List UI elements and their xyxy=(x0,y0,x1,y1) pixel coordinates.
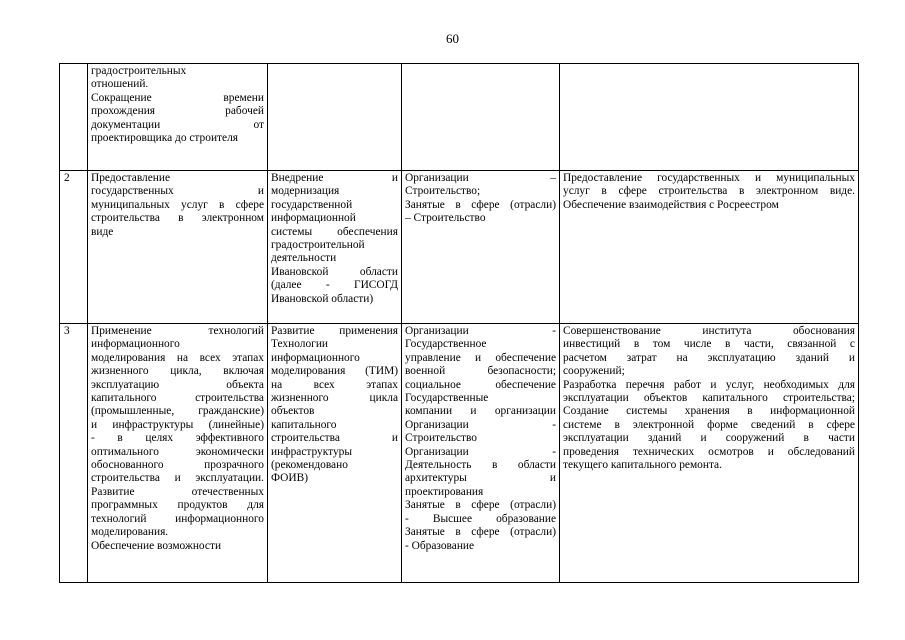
row-number: 2 xyxy=(64,172,70,184)
cell-text-line: оптимального экономически xyxy=(91,445,264,458)
cell-text-line: системе в электронной форме сведений в сфере xyxy=(563,418,855,431)
cell-text-line: проектирования xyxy=(405,485,484,498)
cell-text-line: Занятые в сфере (отрасли) xyxy=(405,499,556,512)
cell-text-line: строительства и xyxy=(271,432,398,445)
cell-text-line: программных продуктов для xyxy=(91,499,264,512)
cell-text-line: жизненного цикла xyxy=(271,392,398,405)
cell-text-line: информационного xyxy=(271,351,360,364)
cell-text-line: проведения технических осмотров и обследований xyxy=(563,445,855,458)
cell-text-line: Развитие применения xyxy=(271,325,398,337)
task-cell xyxy=(88,324,268,583)
cell-text-line: информационного xyxy=(91,338,180,351)
cell-text-line: документации от xyxy=(91,118,264,131)
cell-text-line: капитального xyxy=(271,418,337,431)
task-cell xyxy=(88,64,268,171)
cell-text-line: Предоставление xyxy=(91,172,171,184)
cell-text-line: прохождения рабочей xyxy=(91,105,264,118)
result-cell xyxy=(560,64,859,171)
cell-text-line: Обеспечение возможности xyxy=(91,539,222,552)
cell-text-line: Сокращение времени xyxy=(91,91,264,104)
cell-text-line: (рекомендовано xyxy=(271,459,348,472)
measures-table xyxy=(59,63,859,583)
cell-text-line: Организации - xyxy=(405,445,556,458)
cell-text-line: - Высшее образование xyxy=(405,512,556,525)
cell-text-line: - в целях эффективного xyxy=(91,432,264,445)
cell-text-line: (далее - ГИСОГД xyxy=(271,279,398,292)
cell-text-line: компании и организации xyxy=(405,405,556,418)
cell-text-line: Ивановской области xyxy=(271,265,398,278)
result-cell xyxy=(560,324,859,583)
cell-text-line: Ивановской области) xyxy=(271,292,374,305)
cell-text-line: Технологии xyxy=(271,338,329,351)
cell-text-line: управление и обеспечение xyxy=(405,351,556,364)
cell-text-line: строительства в электронном xyxy=(91,212,264,225)
cell-text-line: информационной xyxy=(271,212,356,225)
cell-text-line: на всех этапах xyxy=(271,378,398,391)
cell-text-line: сооружений; xyxy=(563,365,625,378)
cell-text-line: Занятые в сфере (отрасли) xyxy=(405,198,556,211)
row-number-cell xyxy=(60,64,88,171)
table-row xyxy=(60,324,859,583)
cell-text-line: Государственные xyxy=(405,392,489,405)
cell-text-line: объектов xyxy=(271,405,315,418)
cell-text-line: Разработка перечня работ и услуг, необходимых для xyxy=(563,378,855,391)
cell-text-line: эксплуатации зданий и сооружений в части xyxy=(563,432,855,445)
cell-text-line: Строительство; xyxy=(405,185,481,198)
cell-text-line: виде xyxy=(91,225,114,238)
cell-text-line: социальное обеспечение xyxy=(405,378,556,391)
measure-cell xyxy=(268,64,402,171)
cell-text-line: Создание системы хранения в информационной xyxy=(563,405,855,418)
cell-text-line: ФОИВ) xyxy=(271,472,308,485)
cell-text-line: Организации – xyxy=(405,172,556,184)
cell-text-line: Совершенствование института обоснования xyxy=(563,325,855,337)
cell-text-line: эксплуатации объектов капитального строительства; xyxy=(563,392,855,405)
page-number: 60 xyxy=(446,31,459,46)
cell-text-line: - Образование xyxy=(405,539,475,552)
row-number-cell xyxy=(60,171,88,324)
row-number: 3 xyxy=(64,325,70,337)
cell-text-line: архитектуры и xyxy=(405,472,556,485)
cell-text-line: – Строительство xyxy=(405,212,486,225)
cell-text-line: Предоставление государственных и муниципальных xyxy=(563,172,855,184)
cell-text-line: Деятельность в области xyxy=(405,459,556,472)
table-row xyxy=(60,171,859,324)
cell-text-line: отношений. xyxy=(91,78,149,91)
result-cell xyxy=(560,171,859,324)
cell-text-line: технологий информационного xyxy=(91,512,264,525)
cell-text-line: модернизация xyxy=(271,185,340,198)
cell-text-line: Развитие отечественных xyxy=(91,485,264,498)
cell-text-line: обоснованного прозрачного xyxy=(91,459,264,472)
cell-text-line: проектировщика до строителя xyxy=(91,132,238,145)
cell-text-line: Строительство xyxy=(405,432,477,445)
cell-text-line: моделирования (ТИМ) xyxy=(271,365,398,378)
cell-text-line: (промышленные, гражданские) xyxy=(91,405,264,418)
cell-text-line: расчетом затрат на эксплуатацию зданий и xyxy=(563,351,855,364)
cell-text-line: системы обеспечения xyxy=(271,225,398,238)
cell-text-line: деятельности xyxy=(271,252,337,265)
cell-text-line: Внедрение и xyxy=(271,172,398,184)
cell-text-line: государственных и xyxy=(91,185,264,198)
cell-text-line: инфраструктуры xyxy=(271,445,352,458)
cell-text-line: капитального строительства xyxy=(91,392,264,405)
target-group-cell xyxy=(402,324,560,583)
cell-text-line: моделирования. xyxy=(91,526,169,539)
cell-text-line: государственной xyxy=(271,198,353,211)
cell-text-line: Государственное xyxy=(405,338,487,351)
target-group-cell xyxy=(402,171,560,324)
measure-cell xyxy=(268,171,402,324)
cell-text-line: муниципальных услуг в сфере xyxy=(91,198,264,211)
cell-text-line: градостроительной xyxy=(271,239,365,252)
cell-text-line: строительства и эксплуатации. xyxy=(91,472,264,485)
cell-text-line: военной безопасности; xyxy=(405,365,556,378)
target-group-cell xyxy=(402,64,560,171)
cell-text-line: инвестиций в том числе в части, связанной с xyxy=(563,338,855,351)
cell-text-line: и инфраструктуры (линейные) xyxy=(91,418,264,431)
cell-text-line: моделирования на всех этапах xyxy=(91,351,264,364)
task-cell xyxy=(88,171,268,324)
row-number-cell xyxy=(60,324,88,583)
cell-text-line: градостроительных xyxy=(91,65,187,77)
cell-text-line: услуг в сфере строительства в электронном виде. xyxy=(563,185,855,198)
cell-text-line: жизненного цикла, включая xyxy=(91,365,264,378)
cell-text-line: Организации - xyxy=(405,418,556,431)
measure-cell xyxy=(268,324,402,583)
cell-text-line: Обеспечение взаимодействия с Росреестром xyxy=(563,198,779,211)
table-row xyxy=(60,64,859,171)
cell-text-line: текущего капитального ремонта. xyxy=(563,459,722,472)
cell-text-line: Организации - xyxy=(405,325,556,337)
cell-text-line: Занятые в сфере (отрасли) xyxy=(405,526,556,539)
cell-text-line: Применение технологий xyxy=(91,325,264,337)
cell-text-line: эксплуатацию объекта xyxy=(91,378,264,391)
